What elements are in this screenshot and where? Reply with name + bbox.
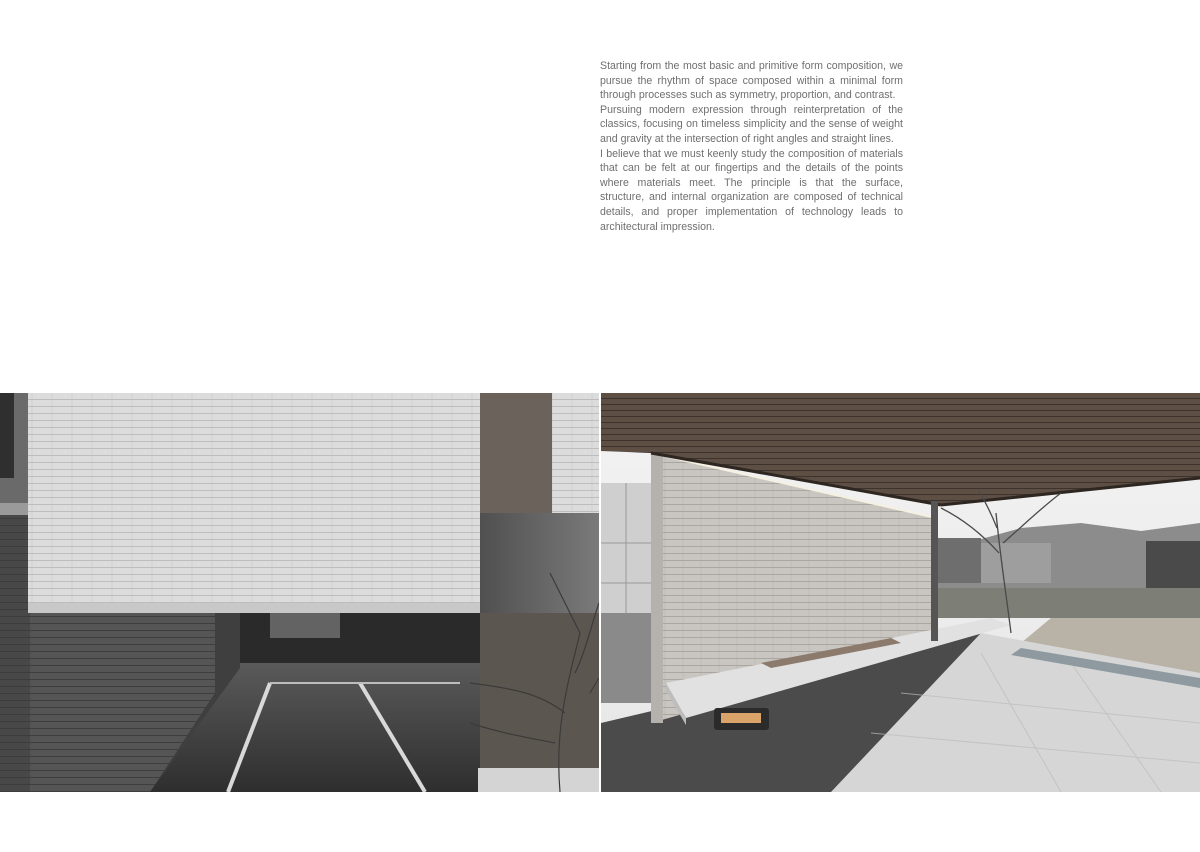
paragraph-3: I believe that we must keenly study the composition of materials that can be felt at our fingertips and the details of the points where materials meet. The principle is that the surface, structure, and internal organization are composed of technical details, and proper implementation of technology leads to architectural impression. bbox=[600, 147, 903, 233]
paragraph-2: Pursuing modern expression through reinterpretation of the classics, focusing on timeless simplicity and the sense of weight and gravity at the intersection of right angles and straight lines. bbox=[600, 103, 903, 145]
paragraph-1: Starting from the most basic and primitive form composition, we pursue the rhythm of space composed within a minimal form through processes such as symmetry, proportion, and contrast. bbox=[600, 60, 903, 102]
body-text bbox=[600, 59, 903, 234]
parking-entrance-photo bbox=[0, 393, 599, 792]
covered-terrace-photo bbox=[601, 393, 1200, 792]
